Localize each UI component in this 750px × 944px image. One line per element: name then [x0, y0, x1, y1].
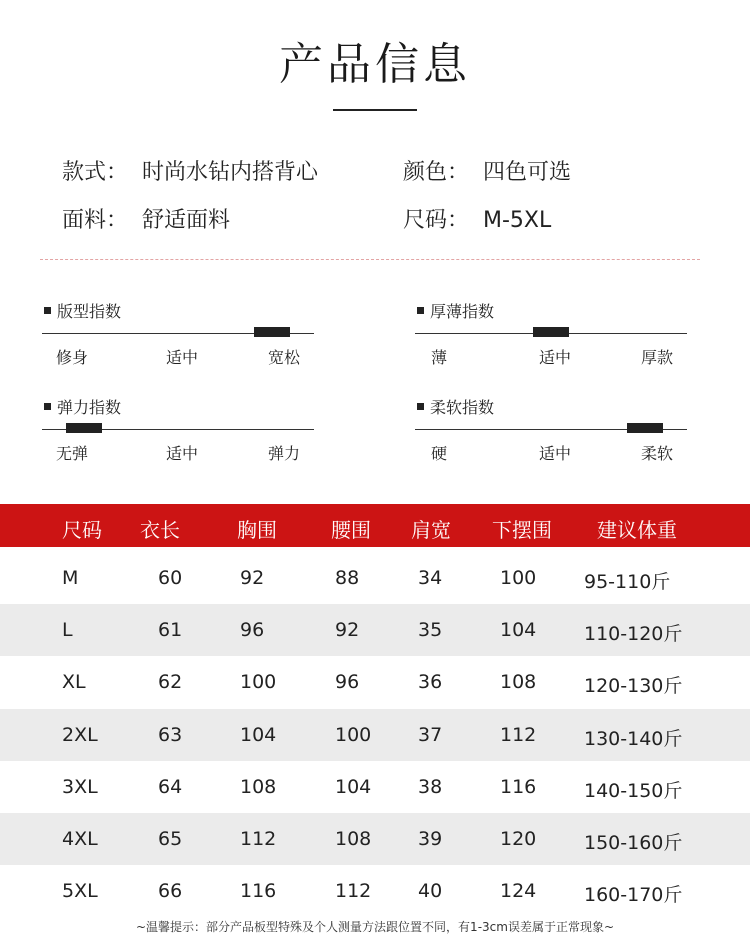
- index-fit: [42, 299, 318, 367]
- index-label-mid: 适中: [539, 348, 572, 367]
- cell-size: 3XL: [62, 775, 98, 798]
- cell-weight: 95-110斤: [584, 571, 671, 593]
- table-row: [0, 761, 750, 813]
- cell-hem: 120: [500, 828, 537, 850]
- cell-shoulder: 35: [418, 619, 443, 642]
- cell-length: 66: [158, 880, 183, 903]
- cell-waist: 96: [335, 671, 360, 694]
- header-hem: 下摆围: [492, 518, 552, 542]
- info-fabric-label: 面料：: [62, 208, 129, 233]
- cell-bust: 100: [240, 671, 277, 694]
- table-row: [0, 709, 750, 761]
- index-label-high: 宽松: [268, 348, 301, 367]
- cell-waist: 100: [335, 723, 372, 746]
- info-style-label: 款式：: [62, 160, 129, 185]
- header-bust: 胸围: [237, 518, 277, 542]
- index-title: 柔软指数: [430, 397, 495, 417]
- index-label-mid: 适中: [539, 444, 572, 463]
- cell-shoulder: 37: [418, 723, 443, 746]
- table-row: [0, 604, 750, 656]
- cell-weight: 130-140斤: [584, 727, 683, 750]
- cell-shoulder: 34: [418, 567, 443, 589]
- cell-weight: 120-130斤: [584, 675, 683, 698]
- header-shoulder: 肩宽: [411, 518, 451, 542]
- cell-waist: 92: [335, 619, 360, 642]
- title-underline: [333, 109, 417, 111]
- cell-bust: 108: [240, 775, 277, 798]
- index-label-low: 薄: [431, 348, 448, 367]
- info-size-label: 尺码：: [403, 208, 470, 233]
- cell-shoulder: 38: [418, 775, 443, 798]
- cell-length: 61: [158, 619, 183, 642]
- cell-length: 63: [158, 723, 183, 746]
- table-row: [0, 813, 750, 865]
- index-title: 弹力指数: [57, 397, 122, 417]
- cell-shoulder: 40: [418, 880, 443, 903]
- section-divider: [40, 259, 700, 260]
- cell-size: 5XL: [62, 880, 98, 903]
- cell-length: 64: [158, 775, 183, 798]
- cell-size: 4XL: [62, 828, 98, 850]
- cell-weight: 160-170斤: [584, 884, 683, 907]
- size-table-header: [0, 504, 750, 547]
- index-label-low: 修身: [56, 348, 89, 367]
- index-marker: [66, 423, 102, 433]
- bullet-square: [417, 307, 424, 314]
- index-label-mid: 适中: [166, 348, 199, 367]
- table-row: [0, 865, 750, 917]
- header-size: 尺码: [62, 518, 102, 542]
- cell-weight: 110-120斤: [584, 623, 683, 646]
- index-label-high: 柔软: [641, 444, 674, 463]
- index-label-high: 厚款: [641, 348, 674, 367]
- info-style: [62, 155, 318, 186]
- cell-hem: 104: [500, 619, 537, 642]
- cell-waist: 104: [335, 775, 372, 798]
- index-marker: [254, 327, 290, 337]
- index-stretch: [42, 395, 318, 463]
- cell-waist: 112: [335, 880, 372, 903]
- footer-note: ~温馨提示：部分产品板型特殊及个人测量方法跟位置不同，有1-3cm误差属于正常现象~: [136, 920, 614, 934]
- info-size: [403, 203, 551, 234]
- cell-waist: 108: [335, 828, 372, 850]
- info-color-value: 四色可选: [483, 160, 572, 185]
- cell-bust: 92: [240, 567, 265, 589]
- table-row: [0, 552, 750, 604]
- header-length: 衣长: [140, 518, 180, 542]
- cell-bust: 104: [240, 723, 277, 746]
- index-label-mid: 适中: [166, 444, 199, 463]
- cell-hem: 108: [500, 671, 537, 694]
- cell-size: 2XL: [62, 723, 98, 746]
- bullet-square: [44, 403, 51, 410]
- info-fabric-value: 舒适面料: [142, 208, 231, 233]
- cell-length: 60: [158, 567, 183, 589]
- cell-hem: 112: [500, 723, 537, 746]
- info-fabric: [62, 203, 230, 234]
- bullet-square: [417, 403, 424, 410]
- cell-bust: 116: [240, 880, 277, 903]
- index-label-low: 硬: [431, 444, 448, 463]
- index-softness: [415, 395, 691, 463]
- info-color: [403, 155, 571, 186]
- cell-size: M: [62, 567, 79, 589]
- cell-size: XL: [62, 671, 86, 694]
- index-label-high: 弹力: [268, 444, 301, 463]
- table-row: [0, 656, 750, 708]
- cell-hem: 100: [500, 567, 537, 589]
- page-title: 产品信息: [279, 39, 471, 90]
- cell-length: 62: [158, 671, 183, 694]
- index-title: 版型指数: [57, 301, 122, 321]
- cell-bust: 96: [240, 619, 265, 642]
- info-size-value: M-5XL: [483, 208, 552, 233]
- cell-shoulder: 39: [418, 828, 443, 850]
- index-label-low: 无弹: [56, 444, 89, 463]
- info-color-label: 颜色：: [403, 160, 470, 185]
- cell-length: 65: [158, 828, 183, 850]
- index-marker: [533, 327, 569, 337]
- cell-shoulder: 36: [418, 671, 443, 694]
- cell-waist: 88: [335, 567, 360, 589]
- index-title: 厚薄指数: [430, 301, 495, 321]
- cell-hem: 124: [500, 880, 537, 903]
- index-marker: [627, 423, 663, 433]
- header-weight: 建议体重: [597, 518, 677, 542]
- index-thickness: [415, 299, 691, 367]
- info-style-value: 时尚水钻内搭背心: [142, 160, 319, 185]
- cell-weight: 140-150斤: [584, 779, 683, 802]
- cell-weight: 150-160斤: [584, 832, 683, 854]
- header-waist: 腰围: [331, 518, 371, 542]
- bullet-square: [44, 307, 51, 314]
- cell-hem: 116: [500, 775, 537, 798]
- cell-bust: 112: [240, 828, 277, 850]
- cell-size: L: [62, 619, 73, 642]
